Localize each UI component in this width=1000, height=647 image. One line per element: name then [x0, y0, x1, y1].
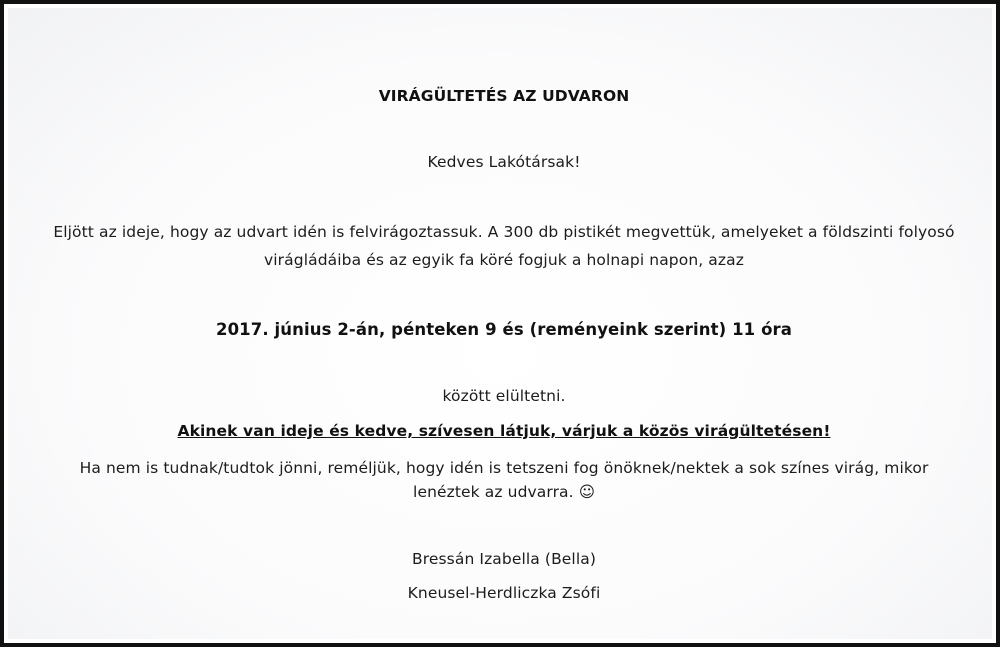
notice-paper [8, 8, 992, 639]
signature-1: Bressán Izabella (Bella) [412, 550, 596, 568]
between-line: között elültetni. [442, 387, 566, 405]
paragraph-1-line-1: Eljött az ideje, hogy az udvart idén is felvirágoztassuk. A 300 db pistikét megvettük, amelyeket a földszinti folyosó [53, 223, 955, 241]
paragraph-1-line-2: virágládáiba és az egyik fa köré fogjuk a holnapi napon, azaz [264, 251, 744, 269]
signature-2: Kneusel-Herdliczka Zsófi [407, 584, 601, 602]
paragraph-2-line-1: Ha nem is tudnak/tudtok jönni, reméljük, hogy idén is tetszeni fog önöknek/nektek a sok színes virág, mikor [79, 459, 929, 477]
invitation-line: Akinek van ideje és kedve, szívesen látjuk, várjuk a közös virágültetésen! [177, 422, 831, 440]
date-line: 2017. június 2-án, pénteken 9 és (reményeink szerint) 11 óra [216, 320, 792, 339]
paragraph-2-line-2: lenéztek az udvarra. ☺ [413, 483, 595, 501]
greeting: Kedves Lakótársak! [427, 153, 581, 171]
notice-title: VIRÁGÜLTETÉS AZ UDVARON [378, 87, 630, 105]
